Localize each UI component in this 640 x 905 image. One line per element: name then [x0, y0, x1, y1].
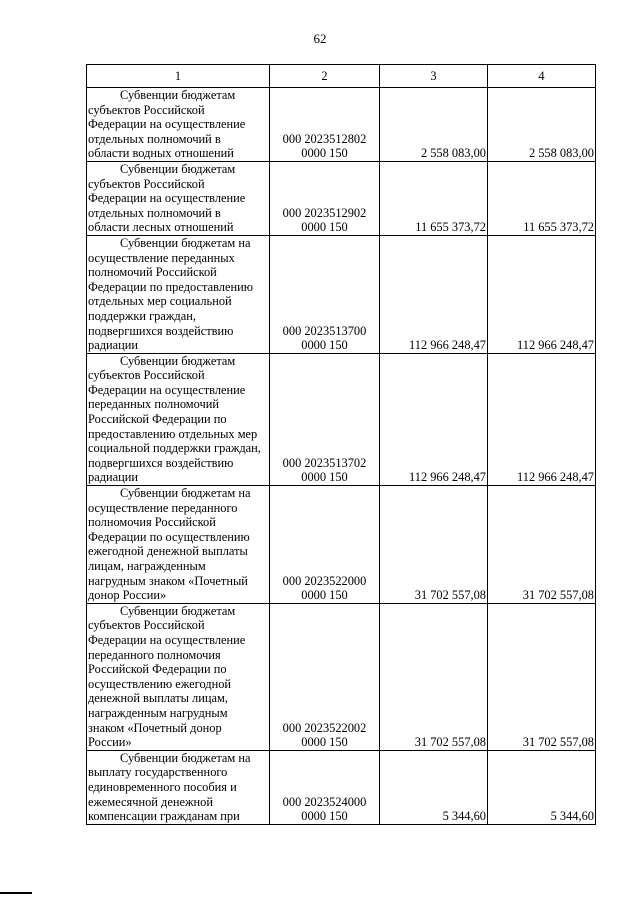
name-line: области лесных отношений — [88, 220, 234, 235]
code-line: 000 2023512802 — [282, 131, 367, 146]
name-line: России» — [88, 735, 132, 750]
name-line: ежемесячной денежной — [88, 794, 213, 809]
name-line: Субвенции бюджетам — [120, 603, 236, 618]
name-line: Российской Федерации по — [88, 662, 227, 677]
row-value-col-4: 112 966 248,47 — [488, 353, 596, 485]
name-line: Субвенции бюджетам на — [120, 750, 251, 765]
code-line: 000 2023522000 — [282, 573, 367, 588]
name-line: Федерации по предоставлению — [88, 279, 253, 294]
name-line: компенсации гражданам при — [88, 809, 240, 824]
row-name-cell — [87, 88, 270, 162]
name-line: выплату государственного — [88, 765, 228, 780]
name-line: награжденным нагрудным — [88, 705, 228, 720]
name-line: переданного полномочия — [88, 647, 221, 662]
row-code-cell — [270, 235, 380, 353]
name-line: ежегодной денежной выплаты — [88, 544, 248, 559]
name-line: подвергшихся воздействию — [88, 455, 234, 470]
name-line: нагрудным знаком «Почетный — [88, 573, 248, 588]
row-value-col-3: 2 558 083,00 — [380, 88, 488, 162]
name-line: отдельных полномочий в — [88, 131, 221, 146]
table-row — [87, 88, 596, 162]
name-line: Федерации на осуществление — [88, 117, 246, 132]
name-line: осуществление переданного — [88, 500, 238, 515]
row-code-cell — [270, 603, 380, 750]
name-line: поддержки граждан, — [88, 308, 196, 323]
row-name-cell — [87, 353, 270, 485]
table-row — [87, 161, 596, 235]
row-value-col-4: 11 655 373,72 — [488, 161, 596, 235]
header-col-1: 1 — [87, 65, 270, 88]
name-line: осуществлению ежегодной — [88, 676, 232, 691]
row-value-col-4: 5 344,60 — [488, 750, 596, 824]
name-line: Федерации на осуществление — [88, 632, 246, 647]
name-line: знаком «Почетный донор — [88, 720, 222, 735]
header-col-3: 3 — [380, 65, 488, 88]
code-line: 0000 150 — [301, 220, 348, 235]
row-value-col-3: 31 702 557,08 — [380, 603, 488, 750]
name-line: Федерации по осуществлению — [88, 529, 250, 544]
name-line: Субвенции бюджетам на — [120, 486, 251, 501]
name-line: лицам, награжденным — [88, 559, 206, 573]
row-name-cell — [87, 603, 270, 750]
name-line: области водных отношений — [88, 146, 234, 161]
name-line: социальной поддержки граждан, — [88, 441, 261, 456]
name-line: полномочия Российской — [88, 515, 216, 530]
row-value-col-4: 112 966 248,47 — [488, 235, 596, 353]
name-line: единовременного пособия и — [88, 779, 237, 794]
code-line: 000 2023524000 — [282, 794, 367, 809]
code-line: 0000 150 — [301, 809, 348, 824]
name-line: субъектов Российской — [88, 618, 205, 633]
row-code-cell — [270, 353, 380, 485]
row-value-col-3: 112 966 248,47 — [380, 353, 488, 485]
code-line: 0000 150 — [301, 146, 348, 161]
code-line: 000 2023513700 — [282, 323, 367, 338]
row-value-col-4: 31 702 557,08 — [488, 603, 596, 750]
row-name-cell — [87, 750, 270, 824]
row-value-col-3: 5 344,60 — [380, 750, 488, 824]
name-line: субъектов Российской — [88, 368, 205, 383]
name-line: радиации — [88, 338, 139, 353]
code-line: 0000 150 — [301, 338, 348, 353]
name-line: предоставлению отдельных мер — [88, 426, 258, 441]
code-line: 0000 150 — [301, 588, 348, 603]
name-line: субъектов Российской — [88, 102, 205, 117]
name-line: полномочий Российской — [88, 265, 217, 280]
row-code-cell — [270, 750, 380, 824]
row-code-cell — [270, 88, 380, 162]
row-code-cell — [270, 486, 380, 604]
row-name-cell — [87, 161, 270, 235]
row-value-col-3: 112 966 248,47 — [380, 235, 488, 353]
row-name-cell — [87, 486, 270, 604]
name-line: подвергшихся воздействию — [88, 323, 234, 338]
header-row — [87, 65, 596, 88]
name-line: Федерации на осуществление — [88, 382, 246, 397]
name-line: Субвенции бюджетам — [120, 88, 236, 102]
table-row — [87, 235, 596, 353]
name-line: донор России» — [88, 588, 167, 603]
code-line: 000 2023522002 — [282, 720, 367, 735]
row-value-col-4: 2 558 083,00 — [488, 88, 596, 162]
name-line: Субвенции бюджетам на — [120, 235, 251, 250]
row-value-col-3: 31 702 557,08 — [380, 486, 488, 604]
name-line: Федерации на осуществление — [88, 191, 246, 206]
code-line: 000 2023512902 — [282, 205, 367, 220]
table-row — [87, 603, 596, 750]
code-line: 0000 150 — [301, 735, 348, 750]
table-row — [87, 486, 596, 604]
row-code-cell — [270, 161, 380, 235]
row-value-col-3: 11 655 373,72 — [380, 161, 488, 235]
table-row — [87, 750, 596, 824]
row-name-cell — [87, 235, 270, 353]
header-col-4: 4 — [488, 65, 596, 88]
name-line: отдельных мер социальной — [88, 294, 232, 309]
table-row — [87, 353, 596, 485]
name-line: отдельных полномочий в — [88, 205, 221, 220]
name-line: Субвенции бюджетам — [120, 161, 236, 176]
row-value-col-4: 31 702 557,08 — [488, 486, 596, 604]
name-line: радиации — [88, 470, 139, 485]
name-line: Субвенции бюджетам — [120, 353, 236, 368]
margin-mark — [0, 892, 32, 894]
code-line: 000 2023513702 — [282, 455, 367, 470]
page-number: 62 — [313, 31, 327, 46]
code-line: 0000 150 — [301, 470, 348, 485]
name-line: денежной выплаты лицам, — [88, 691, 228, 706]
name-line: субъектов Российской — [88, 176, 205, 191]
header-col-2: 2 — [270, 65, 380, 88]
budget-table — [86, 64, 596, 825]
name-line: Российской Федерации по — [88, 412, 227, 427]
name-line: переданных полномочий — [88, 397, 219, 412]
name-line: осуществление переданных — [88, 250, 235, 265]
